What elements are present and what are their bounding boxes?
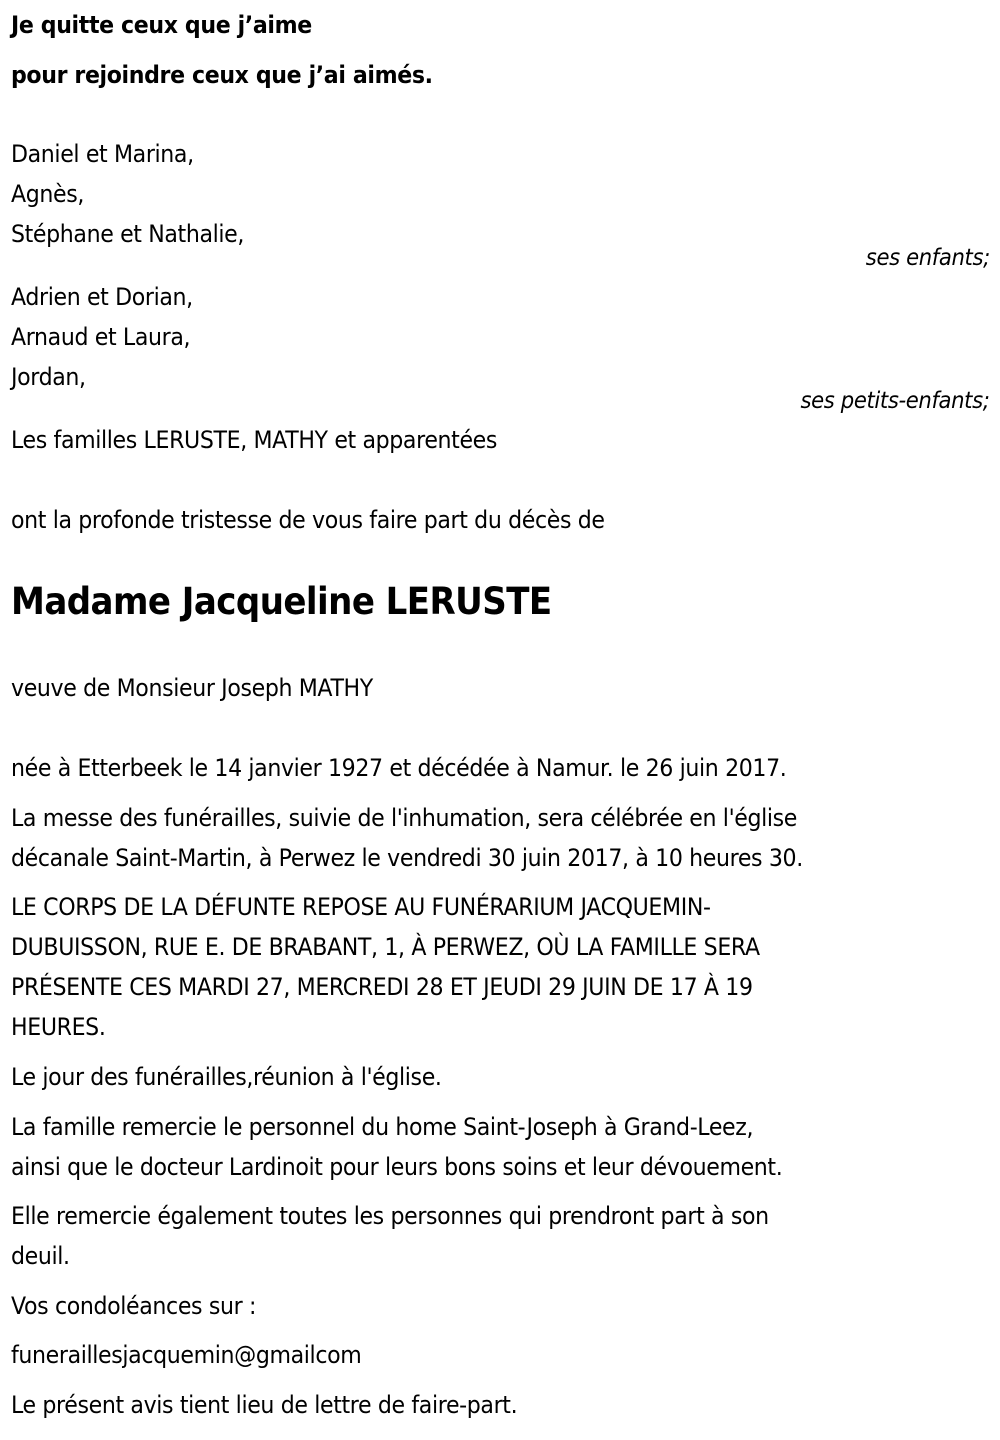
- children-relation: ses enfants;: [865, 245, 990, 271]
- repose-line-4: HEURES.: [11, 1013, 106, 1041]
- grandchild-name: Arnaud et Laura,: [11, 323, 191, 351]
- deceased-name: Madame Jacqueline LERUSTE: [11, 580, 552, 623]
- repose-line-3: PRÉSENTE CES MARDI 27, MERCREDI 28 ET JEUDI 29 JUIN DE 17 À 19: [11, 973, 753, 1001]
- condolences-email[interactable]: funeraillesjacquemin@gmailcom: [11, 1341, 362, 1369]
- repose-line-2: DUBUISSON, RUE E. DE BRABANT, 1, À PERWEZ, OÙ LA FAMILLE SERA: [11, 933, 760, 961]
- mass-line-1: La messe des funérailles, suivie de l'inhumation, sera célébrée en l'église: [11, 804, 798, 832]
- thanks-all-line-2: deuil.: [11, 1242, 70, 1270]
- families: Les familles LERUSTE, MATHY et apparentées: [11, 426, 498, 454]
- widow-of: veuve de Monsieur Joseph MATHY: [11, 674, 373, 702]
- child-name: Daniel et Marina,: [11, 140, 194, 168]
- condolences-label: Vos condoléances sur :: [11, 1292, 257, 1320]
- grandchild-name: Jordan,: [11, 363, 86, 391]
- announcement: ont la profonde tristesse de vous faire part du décès de: [11, 506, 605, 534]
- meeting: Le jour des funérailles,réunion à l'église.: [11, 1063, 442, 1091]
- birth-death: née à Etterbeek le 14 janvier 1927 et décédée à Namur. le 26 juin 2017.: [11, 754, 787, 782]
- thanks-all-line-1: Elle remercie également toutes les personnes qui prendront part à son: [11, 1202, 769, 1230]
- thanks-staff-line-2: ainsi que le docteur Lardinoit pour leurs bons soins et leur dévouement.: [11, 1153, 783, 1181]
- grandchild-name: Adrien et Dorian,: [11, 283, 193, 311]
- child-name: Stéphane et Nathalie,: [11, 220, 245, 248]
- child-name: Agnès,: [11, 180, 85, 208]
- epigraph-line-2: pour rejoindre ceux que j’ai aimés.: [11, 61, 433, 89]
- repose-line-1: LE CORPS DE LA DÉFUNTE REPOSE AU FUNÉRARIUM JACQUEMIN-: [11, 893, 711, 921]
- thanks-staff-line-1: La famille remercie le personnel du home Saint-Joseph à Grand-Leez,: [11, 1113, 754, 1141]
- closing-statement: Le présent avis tient lieu de lettre de faire-part.: [11, 1391, 518, 1419]
- epigraph-line-1: Je quitte ceux que j’aime: [11, 11, 312, 39]
- grandchildren-relation: ses petits-enfants;: [800, 388, 990, 414]
- mass-line-2: décanale Saint-Martin, à Perwez le vendredi 30 juin 2017, à 10 heures 30.: [11, 844, 803, 872]
